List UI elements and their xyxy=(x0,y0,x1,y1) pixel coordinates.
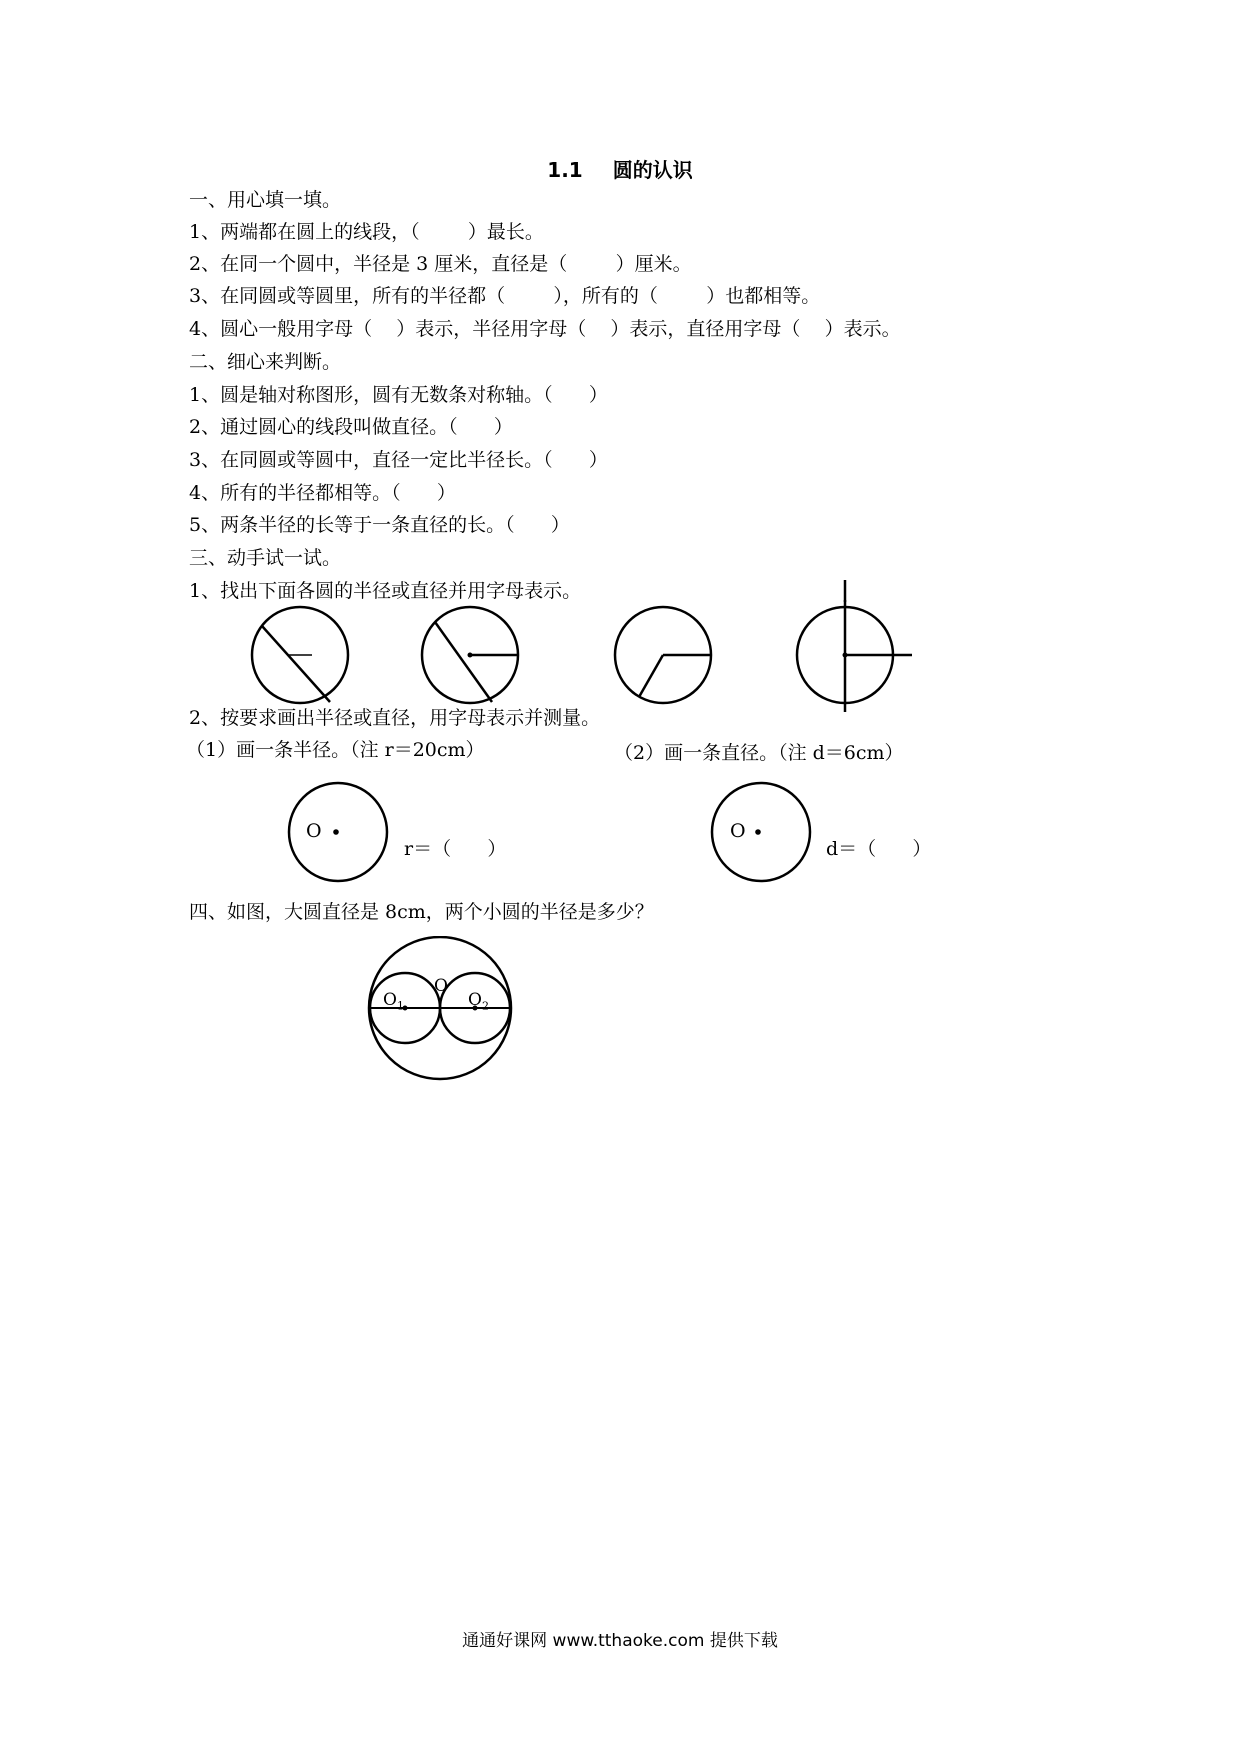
section3-heading: 三、动手试一试。 xyxy=(189,547,342,569)
section1-item-1: 1、两端都在圆上的线段，（ ）最长。 xyxy=(189,221,544,243)
section2-item-4: 4、所有的半径都相等。（ ） xyxy=(189,482,456,504)
label-o: O xyxy=(434,976,448,996)
section3-question-2: 2、按要求画出半径或直径，用字母表示并测量。 xyxy=(189,707,601,729)
section4-heading: 四、如图，大圆直径是 8cm，两个小圆的半径是多少？ xyxy=(189,901,654,923)
section2-item-2: 2、通过圆心的线段叫做直径。（ ） xyxy=(189,416,513,438)
diameter-circle xyxy=(709,780,813,884)
section1-item-3: 3、在同圆或等圆里，所有的半径都（ ），所有的（ ）也都相等。 xyxy=(189,285,821,307)
center-point xyxy=(333,829,339,835)
center-point xyxy=(755,829,761,835)
circles-figure xyxy=(240,600,920,720)
center-label-right: O xyxy=(730,820,746,842)
center-label-left: O xyxy=(306,820,322,842)
title-text: 圆的认识 xyxy=(612,158,693,182)
diameter-answer: d＝（ ） xyxy=(826,838,932,860)
section1-item-4: 4、圆心一般用字母（ ）表示，半径用字母（ ）表示，直径用字母（ ）表示。 xyxy=(189,318,901,340)
section2-item-5: 5、两条半径的长等于一条直径的长。（ ） xyxy=(189,514,570,536)
label-o2: $O_2$ xyxy=(468,990,489,1013)
section2-item-1: 1、圆是轴对称图形，圆有无数条对称轴。（ ） xyxy=(189,384,608,406)
section3-question-2a: （1）画一条半径。（注 r＝20cm） xyxy=(186,739,485,761)
circle-3-diagram xyxy=(615,607,711,703)
section2-item-3: 3、在同圆或等圆中，直径一定比半径长。（ ） xyxy=(189,449,608,471)
label-o1: $O_1$ xyxy=(383,990,404,1013)
page-title xyxy=(0,154,1240,183)
radius-circle xyxy=(286,780,390,884)
section3-question-1: 1、找出下面各圆的半径或直径并用字母表示。 xyxy=(189,580,582,602)
section3-question-2b: （2）画一条直径。（注 d＝6cm） xyxy=(614,742,904,764)
circle-4-top-line xyxy=(835,580,855,602)
circle-1-diagram xyxy=(252,607,348,703)
section1-heading: 一、用心填一填。 xyxy=(189,189,342,211)
radius-answer: r＝（ ） xyxy=(404,838,507,860)
title-number: 1.1 xyxy=(547,158,583,182)
circle-2-diagram xyxy=(422,607,518,703)
circle-4-diagram xyxy=(797,600,912,712)
section2-heading: 二、细心来判断。 xyxy=(189,351,342,373)
footer-text: 通通好课网 www.tthaoke.com 提供下载 xyxy=(462,1631,778,1651)
section1-item-2: 2、在同一个圆中，半径是 3 厘米，直径是（ ）厘米。 xyxy=(189,253,692,275)
